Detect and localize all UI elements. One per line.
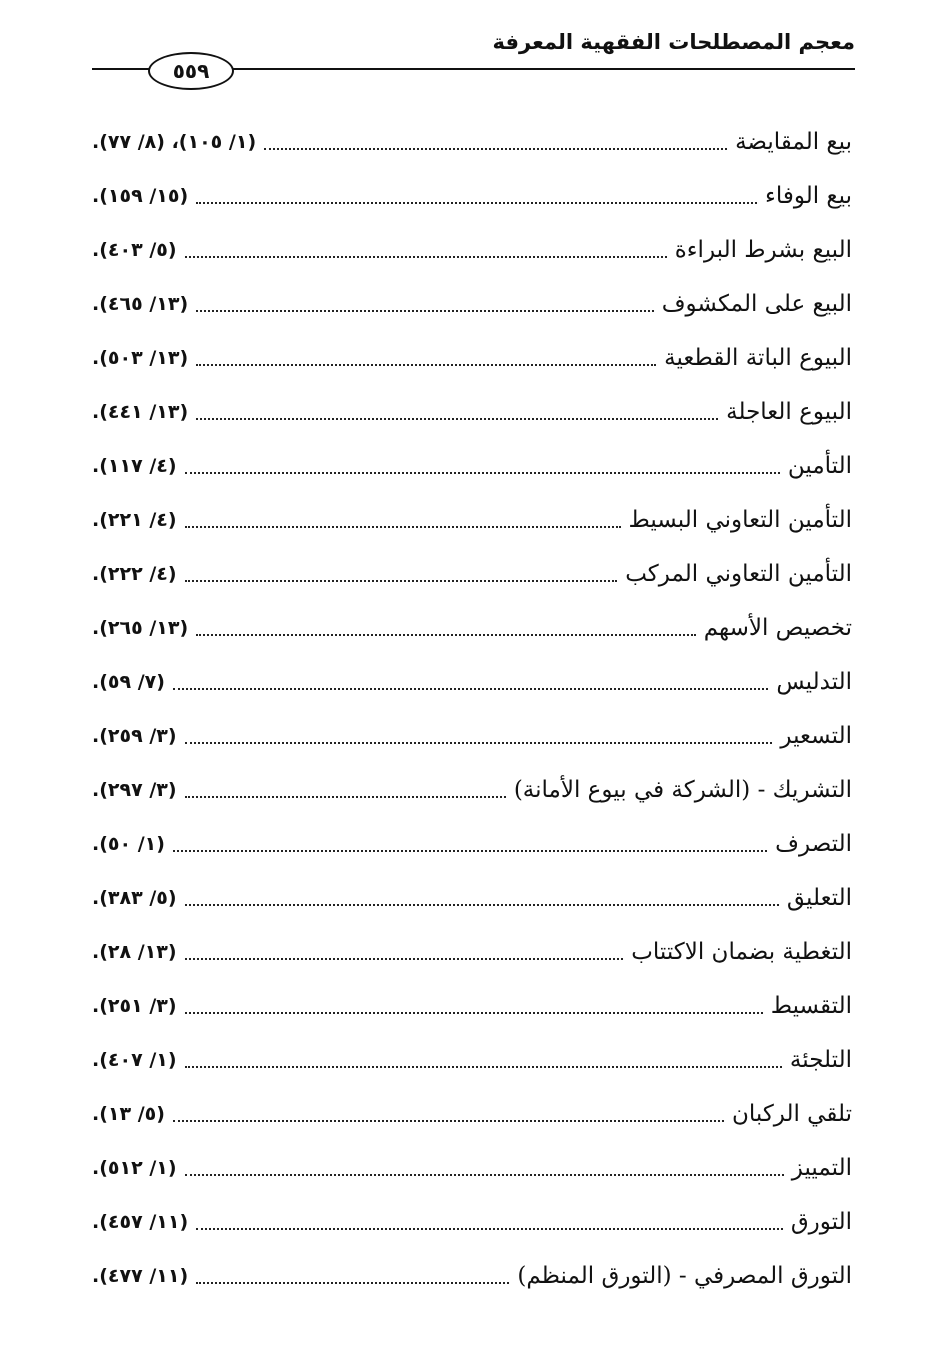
entry-term: التأمين [787,453,852,479]
entry-term: التورق المصرفي - (التورق المنظم) [517,1263,852,1289]
entry-reference: (١٣/ ٢٦٥). [92,617,189,639]
index-entry [92,1242,852,1296]
entry-reference: (١/ ١٠٥)، (٨/ ٧٧). [92,131,257,153]
dot-leader [264,148,727,150]
dot-leader [185,796,506,798]
page-number-badge: ٥٥٩ [148,52,234,90]
dot-leader [173,850,767,852]
index-entry [92,972,852,1026]
index-entry [92,594,852,648]
entry-reference: (١١/ ٤٥٧). [92,1211,189,1233]
index-entry [92,648,852,702]
dot-leader [185,742,773,744]
entry-term: تخصيص الأسهم [703,615,852,641]
entry-term: التمييز [791,1155,852,1181]
entry-reference: (١/ ٥٠). [92,833,165,855]
dot-leader [173,1120,724,1122]
entry-term: البيوع الباتة القطعية [664,345,852,371]
entry-term: التعليق [786,885,852,911]
entry-term: التسعير [780,723,852,749]
dot-leader [196,418,718,420]
dot-leader [196,1228,783,1230]
entry-term: التأمين التعاوني البسيط [628,507,852,533]
dot-leader [185,1174,784,1176]
dot-leader [196,310,654,312]
index-entry [92,486,852,540]
index-entry [92,270,852,324]
entry-reference: (١/ ٤٠٧). [92,1049,177,1071]
index-entry [92,432,852,486]
index-entry-list [92,108,852,1296]
index-entry [92,216,852,270]
dot-leader [196,202,757,204]
dot-leader [185,1066,782,1068]
entry-reference: (٥/ ٤٠٣). [92,239,177,261]
entry-term: التأمين التعاوني المركب [625,561,852,587]
entry-reference: (١٣/ ٤٤١). [92,401,189,423]
index-entry [92,1080,852,1134]
index-entry [92,378,852,432]
entry-term: بيع المقايضة [735,129,852,155]
entry-reference: (٧/ ٥٩). [92,671,165,693]
entry-reference: (١٥/ ١٥٩). [92,185,189,207]
entry-reference: (٤/ ٢٢١). [92,509,177,531]
dot-leader [185,256,667,258]
index-entry [92,810,852,864]
entry-reference: (٣/ ٢٥٩). [92,725,177,747]
entry-reference: (٤/ ١١٧). [92,455,177,477]
entry-term: التدليس [776,669,852,695]
entry-term: التقسيط [770,993,852,1019]
dot-leader [185,580,618,582]
entry-reference: (٣/ ٢٩٧). [92,779,177,801]
index-entry [92,702,852,756]
entry-term: بيع الوفاء [765,183,852,209]
index-entry [92,918,852,972]
entry-term: البيع بشرط البراءة [674,237,852,263]
index-entry [92,1188,852,1242]
entry-reference: (١٣/ ٥٠٣). [92,347,189,369]
index-entry [92,864,852,918]
index-entry [92,756,852,810]
dot-leader [185,904,779,906]
dot-leader [185,526,621,528]
dot-leader [185,958,624,960]
entry-reference: (١٣/ ٢٨). [92,941,177,963]
entry-reference: (٥/ ٣٨٣). [92,887,177,909]
index-entry [92,1134,852,1188]
index-entry [92,108,852,162]
entry-term: التورق [790,1209,852,1235]
running-header-title: معجم المصطلحات الفقهية المعرفة [492,30,855,54]
dot-leader [185,472,780,474]
entry-reference: (٣/ ٢٥١). [92,995,177,1017]
entry-term: التغطية بضمان الاكتتاب [631,939,852,965]
dot-leader [173,688,768,690]
dot-leader [185,1012,763,1014]
index-entry [92,1026,852,1080]
entry-term: التلجئة [789,1047,852,1073]
entry-term: تلقي الركبان [731,1101,852,1127]
dot-leader [196,634,696,636]
entry-term: التصرف [775,831,852,857]
index-entry [92,540,852,594]
entry-reference: (١٣/ ٤٦٥). [92,293,189,315]
dot-leader [196,364,656,366]
entry-reference: (٤/ ٢٢٢). [92,563,177,585]
dot-leader [196,1282,509,1284]
entry-term: البيوع العاجلة [726,399,852,425]
entry-reference: (١/ ٥١٢). [92,1157,177,1179]
entry-term: التشريك - (الشركة في بيوع الأمانة) [513,777,852,803]
entry-reference: (٥/ ١٣). [92,1103,165,1125]
index-entry [92,324,852,378]
entry-term: البيع على المكشوف [661,291,852,317]
index-entry [92,162,852,216]
entry-reference: (١١/ ٤٧٧). [92,1265,189,1287]
